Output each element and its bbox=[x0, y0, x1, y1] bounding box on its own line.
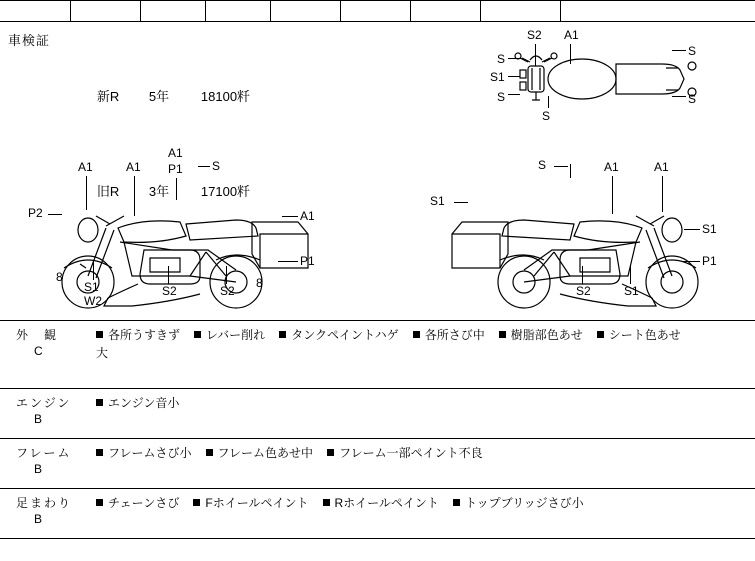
condition-items bbox=[96, 444, 747, 462]
leader-line bbox=[672, 50, 686, 51]
cell-divider bbox=[340, 0, 341, 22]
leader-line bbox=[570, 164, 571, 178]
label-top-s-left-rear: S bbox=[497, 90, 506, 104]
leader-line bbox=[535, 44, 536, 66]
label-left-a1-2: A1 bbox=[126, 160, 141, 174]
cell-divider bbox=[140, 0, 141, 22]
condition-item bbox=[206, 444, 314, 462]
bullet-square-icon bbox=[279, 331, 286, 338]
leader-line bbox=[508, 58, 520, 59]
rule bbox=[0, 0, 755, 1]
leader-line bbox=[454, 202, 468, 203]
condition-item bbox=[96, 326, 180, 344]
leader-line bbox=[86, 176, 87, 210]
leader-line bbox=[198, 166, 210, 167]
registration-years: 5年 bbox=[148, 89, 170, 104]
leader-line bbox=[612, 176, 613, 214]
label-left-a1-1: A1 bbox=[78, 160, 93, 174]
label-top-s2: S2 bbox=[527, 28, 542, 42]
registration-line bbox=[68, 68, 250, 125]
bullet-square-icon bbox=[96, 331, 103, 338]
label-left-8-front: 8 bbox=[56, 270, 63, 284]
bullet-square-icon bbox=[194, 331, 201, 338]
motorcycle-left-side-diagram bbox=[40, 172, 320, 322]
bullet-square-icon bbox=[96, 399, 103, 406]
condition-label: フレーム bbox=[16, 446, 72, 460]
rule bbox=[0, 538, 755, 539]
condition-item bbox=[453, 494, 584, 512]
condition-item-label: タンクペイントハゲ bbox=[291, 328, 399, 342]
motorcycle-right-side-diagram bbox=[440, 172, 720, 322]
leader-line bbox=[630, 266, 631, 284]
condition-item-label: チェーンさび bbox=[108, 496, 180, 510]
label-right-s2: S2 bbox=[576, 284, 591, 298]
cell-divider bbox=[410, 0, 411, 22]
label-left-s2-1: S2 bbox=[162, 284, 177, 298]
condition-grade: B bbox=[34, 512, 43, 526]
label-left-a1-3: A1 bbox=[168, 146, 183, 160]
bullet-square-icon bbox=[453, 499, 460, 506]
condition-label: 外 観 bbox=[16, 328, 59, 342]
bullet-square-icon bbox=[413, 331, 420, 338]
bullet-square-icon bbox=[597, 331, 604, 338]
condition-item bbox=[96, 444, 192, 462]
label-left-p1-top: P1 bbox=[168, 162, 183, 176]
leader-line bbox=[684, 229, 700, 230]
bullet-square-icon bbox=[206, 449, 213, 456]
leader-line bbox=[168, 266, 169, 284]
condition-item bbox=[323, 494, 439, 512]
condition-item-label: エンジン音小 bbox=[108, 396, 180, 410]
label-right-a1-1: A1 bbox=[604, 160, 619, 174]
registration-value: 17100粁 bbox=[200, 184, 251, 199]
condition-item bbox=[96, 494, 179, 512]
condition-item bbox=[413, 326, 485, 344]
condition-item-label: フレーム色あせ中 bbox=[217, 446, 314, 460]
cell-divider bbox=[70, 0, 71, 22]
condition-item-label: 樹脂部色あせ bbox=[510, 328, 583, 342]
bullet-square-icon bbox=[96, 499, 103, 506]
leader-line bbox=[48, 214, 62, 215]
label-left-w2: W2 bbox=[84, 294, 102, 308]
condition-item bbox=[193, 494, 308, 512]
bullet-square-icon bbox=[499, 331, 506, 338]
registration-kind: 旧R bbox=[96, 184, 120, 199]
condition-grade: B bbox=[34, 412, 43, 426]
leader-line bbox=[176, 178, 177, 200]
condition-row-exterior bbox=[0, 320, 755, 388]
cell-divider bbox=[560, 0, 561, 22]
condition-items bbox=[96, 326, 747, 344]
condition-grade: C bbox=[34, 344, 43, 358]
label-top-a1: A1 bbox=[564, 28, 579, 42]
bullet-square-icon bbox=[327, 449, 334, 456]
leader-line bbox=[278, 261, 298, 262]
condition-item-label: フレーム一部ペイント不良 bbox=[339, 446, 483, 460]
condition-item-label: Fホイールペイント bbox=[205, 496, 309, 510]
label-top-s-front-fender: S bbox=[542, 109, 551, 123]
label-left-p1-rear: P1 bbox=[300, 254, 315, 268]
leader-line bbox=[570, 44, 571, 64]
condition-row-engine bbox=[0, 388, 755, 438]
condition-label: エンジン bbox=[16, 396, 72, 410]
bullet-square-icon bbox=[96, 449, 103, 456]
leader-line bbox=[672, 96, 686, 97]
label-left-p2: P2 bbox=[28, 206, 43, 220]
condition-items bbox=[96, 394, 747, 412]
leader-line bbox=[226, 266, 227, 284]
label-left-a1-case: A1 bbox=[300, 209, 315, 223]
leader-line bbox=[582, 266, 583, 284]
condition-item-label: 各所さび中 bbox=[424, 328, 485, 342]
label-top-s-right-rear: S bbox=[688, 92, 697, 106]
condition-item-label: フレームさび小 bbox=[108, 446, 192, 460]
leader-line bbox=[682, 261, 700, 262]
leader-line bbox=[508, 76, 520, 77]
label-right-p1: P1 bbox=[702, 254, 717, 268]
cell-divider bbox=[205, 0, 206, 22]
condition-label: 足まわり bbox=[16, 496, 73, 510]
label-top-s1: S1 bbox=[490, 70, 505, 84]
label-top-s-left-front: S bbox=[497, 52, 506, 66]
condition-grade-extra: 大 bbox=[96, 346, 109, 360]
registration-label: 車検証 bbox=[8, 33, 51, 48]
label-left-8-rear: 8 bbox=[256, 276, 263, 290]
label-right-s1-bottom: S1 bbox=[624, 284, 639, 298]
cell-divider bbox=[480, 0, 481, 22]
bullet-square-icon bbox=[193, 499, 200, 506]
leader-line bbox=[93, 262, 94, 280]
registration-value: 18100粁 bbox=[200, 89, 251, 104]
condition-item bbox=[597, 326, 681, 344]
condition-item bbox=[96, 394, 179, 412]
leader-line bbox=[134, 176, 135, 216]
condition-items bbox=[96, 494, 747, 512]
label-right-s: S bbox=[538, 158, 547, 172]
condition-grade: B bbox=[34, 462, 43, 476]
leader-line bbox=[662, 176, 663, 212]
leader-line bbox=[554, 166, 568, 167]
leader-line bbox=[508, 94, 520, 95]
condition-item-label: Rホイールペイント bbox=[334, 496, 439, 510]
top-table-strip bbox=[0, 0, 755, 22]
cell-divider bbox=[270, 0, 271, 22]
condition-item-label: トップブリッジさび小 bbox=[464, 496, 584, 510]
registration-years: 3年 bbox=[148, 184, 170, 199]
bullet-square-icon bbox=[323, 499, 330, 506]
condition-item bbox=[279, 326, 399, 344]
registration-kind: 新R bbox=[96, 89, 120, 104]
condition-item-label: 各所うすきず bbox=[108, 328, 181, 342]
condition-item-label: レバー削れ bbox=[206, 328, 266, 342]
label-right-a1-2: A1 bbox=[654, 160, 669, 174]
leader-line bbox=[282, 216, 298, 217]
condition-row-frame bbox=[0, 438, 755, 488]
condition-row-suspension bbox=[0, 488, 755, 538]
condition-item-label: シート色あせ bbox=[608, 328, 681, 342]
label-right-s1-case: S1 bbox=[430, 194, 445, 208]
condition-item bbox=[194, 326, 265, 344]
motorcycle-top-view-diagram bbox=[470, 22, 750, 132]
leader-line bbox=[548, 96, 549, 108]
label-top-s-right-front: S bbox=[688, 44, 697, 58]
condition-item bbox=[499, 326, 583, 344]
label-left-s: S bbox=[212, 159, 221, 173]
condition-item bbox=[327, 444, 483, 462]
label-left-s2-2: S2 bbox=[220, 284, 235, 298]
label-left-s1: S1 bbox=[84, 280, 99, 294]
label-right-s1: S1 bbox=[702, 222, 717, 236]
